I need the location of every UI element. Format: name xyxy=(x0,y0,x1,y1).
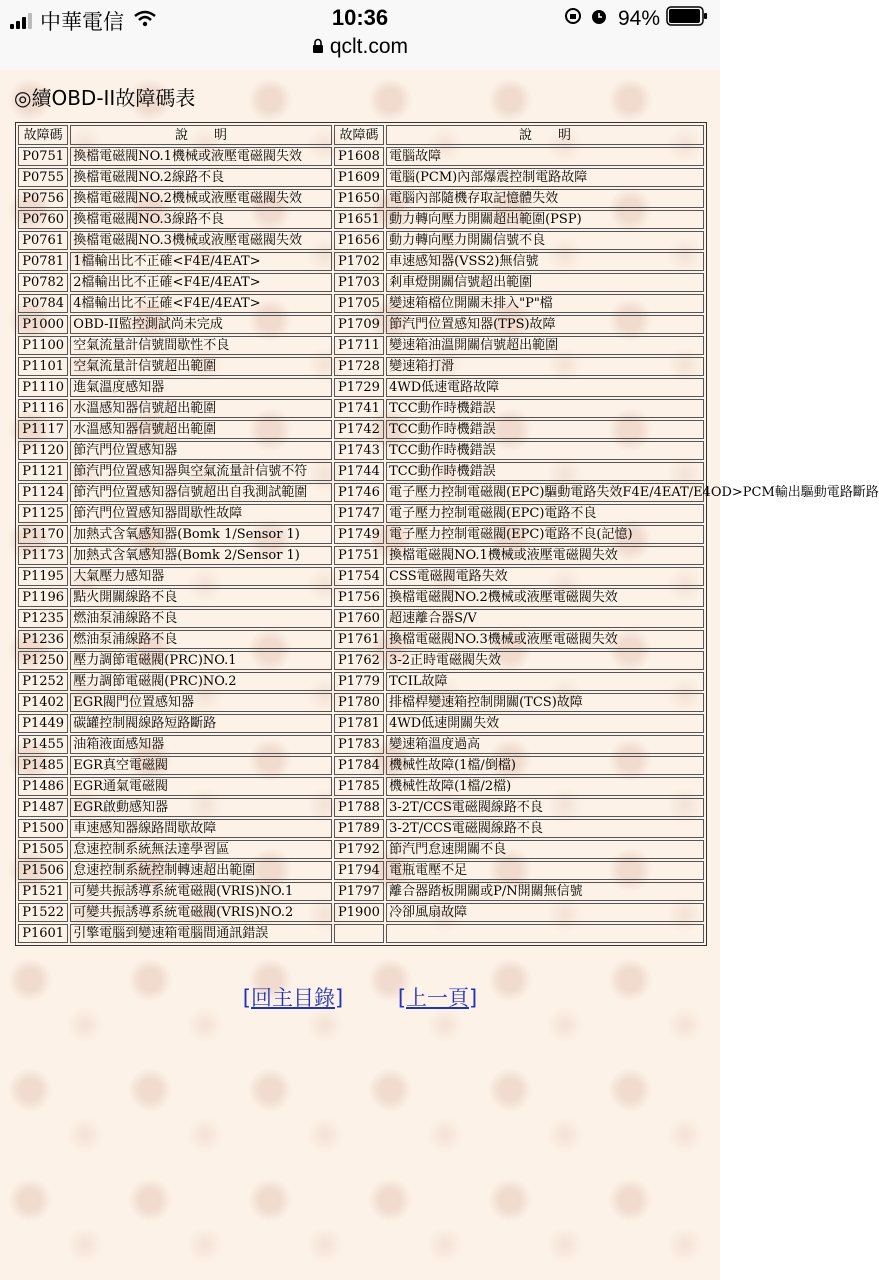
code-cell: P1784 xyxy=(334,756,384,775)
code-cell: P0760 xyxy=(18,210,68,229)
desc-cell: 3-2T/CCS電磁閥線路不良 xyxy=(386,819,704,838)
desc-cell: 4檔輸出比不正確<F4E/4EAT> xyxy=(70,294,332,313)
header-code-1: 故障碼 xyxy=(18,125,68,145)
desc-cell: 節汽門怠速開關不良 xyxy=(386,840,704,859)
code-cell: P1121 xyxy=(18,462,68,481)
code-cell: P1125 xyxy=(18,504,68,523)
code-cell: P1522 xyxy=(18,903,68,922)
header-desc-1: 說 明 xyxy=(70,125,332,145)
code-cell: P1117 xyxy=(18,420,68,439)
code-cell: P1195 xyxy=(18,567,68,586)
desc-cell: 節汽門位置感知器與空氣流量計信號不符 xyxy=(70,462,332,481)
carrier-label: 中華電信 xyxy=(40,11,124,34)
table-row xyxy=(18,399,704,418)
code-cell: P1110 xyxy=(18,378,68,397)
table-row xyxy=(18,315,704,334)
code-cell: P1120 xyxy=(18,441,68,460)
table-header-row xyxy=(18,125,704,145)
desc-cell: EGR閥門位置感知器 xyxy=(70,693,332,712)
desc-cell: 壓力調節電磁閥(PRC)NO.1 xyxy=(70,651,332,670)
desc-cell: 變速箱油溫開關信號超出範圍 xyxy=(386,336,704,355)
desc-cell: 離合器踏板開關或P/N開關無信號 xyxy=(386,882,704,901)
table-row xyxy=(18,546,704,565)
desc-cell: 節汽門位置感知器 xyxy=(70,441,332,460)
desc-cell xyxy=(386,924,704,943)
code-cell: P1761 xyxy=(334,630,384,649)
code-cell: P1709 xyxy=(334,315,384,334)
desc-cell: 怠速控制系統控制轉速超出範圍 xyxy=(70,861,332,880)
table-row xyxy=(18,462,704,481)
page-nav xyxy=(0,982,720,1012)
table-row xyxy=(18,273,704,292)
code-cell: P1402 xyxy=(18,693,68,712)
code-cell: P1455 xyxy=(18,735,68,754)
code-cell: P1751 xyxy=(334,546,384,565)
code-cell: P1788 xyxy=(334,798,384,817)
code-cell: P1703 xyxy=(334,273,384,292)
table-row xyxy=(18,861,704,880)
code-cell: P0755 xyxy=(18,168,68,187)
desc-cell: 水溫感知器信號超出範圍 xyxy=(70,420,332,439)
table-row xyxy=(18,840,704,859)
desc-cell: TCC動作時機錯誤 xyxy=(386,441,704,460)
table-row xyxy=(18,504,704,523)
code-cell: P1789 xyxy=(334,819,384,838)
code-cell: P1762 xyxy=(334,651,384,670)
table-row xyxy=(18,714,704,733)
desc-cell: 換檔電磁閥NO.1機械或液壓電磁閥失效 xyxy=(386,546,704,565)
table-row xyxy=(18,588,704,607)
desc-cell: 大氣壓力感知器 xyxy=(70,567,332,586)
code-cell: P1101 xyxy=(18,357,68,376)
code-cell: P1728 xyxy=(334,357,384,376)
desc-cell: 車速感知器線路間歇故障 xyxy=(70,819,332,838)
code-cell: P1711 xyxy=(334,336,384,355)
code-cell: P1196 xyxy=(18,588,68,607)
code-cell: P1785 xyxy=(334,777,384,796)
code-cell: P1742 xyxy=(334,420,384,439)
table-row xyxy=(18,567,704,586)
obd-code-table xyxy=(15,122,879,946)
desc-cell: 進氣溫度感知器 xyxy=(70,378,332,397)
code-cell: P1235 xyxy=(18,609,68,628)
desc-cell: 換檔電磁閥NO.3機械或液壓電磁閥失效 xyxy=(386,630,704,649)
url-text: qclt.com xyxy=(329,35,409,58)
code-cell: P1100 xyxy=(18,336,68,355)
home-link[interactable]: [回主目錄] xyxy=(242,986,344,1010)
desc-cell: 點火開關線路不良 xyxy=(70,588,332,607)
desc-cell: 3-2T/CCS電磁閥線路不良 xyxy=(386,798,704,817)
code-cell: P1749 xyxy=(334,525,384,544)
desc-cell: 空氣流量計信號超出範圍 xyxy=(70,357,332,376)
desc-cell: 換檔電磁閥NO.3線路不良 xyxy=(70,210,332,229)
table-row xyxy=(18,630,704,649)
battery-label: 94% xyxy=(617,7,660,30)
code-cell: P0782 xyxy=(18,273,68,292)
code-cell: P1702 xyxy=(334,252,384,271)
desc-cell: 剎車燈開關信號超出範圍 xyxy=(386,273,704,292)
desc-cell: 空氣流量計信號間歇性不良 xyxy=(70,336,332,355)
code-cell: P1250 xyxy=(18,651,68,670)
table-row xyxy=(18,882,704,901)
desc-cell: EGR通氣電磁閥 xyxy=(70,777,332,796)
code-cell: P1170 xyxy=(18,525,68,544)
desc-cell: 變速箱溫度過高 xyxy=(386,735,704,754)
table-row xyxy=(18,672,704,691)
code-cell: P1754 xyxy=(334,567,384,586)
desc-cell: TCC動作時機錯誤 xyxy=(386,462,704,481)
code-cell: P1485 xyxy=(18,756,68,775)
status-bar xyxy=(0,0,720,36)
desc-cell: 電子壓力控制電磁閥(EPC)電路不良 xyxy=(386,504,704,523)
desc-cell: 車速感知器(VSS2)無信號 xyxy=(386,252,704,271)
desc-cell: 怠速控制系統無法達學習區 xyxy=(70,840,332,859)
code-cell: P1500 xyxy=(18,819,68,838)
header-code-2: 故障碼 xyxy=(334,125,384,145)
desc-cell: CSS電磁閥電路失效 xyxy=(386,567,704,586)
desc-cell: 可變共振誘導系統電磁閥(VRIS)NO.1 xyxy=(70,882,332,901)
code-cell: P1797 xyxy=(334,882,384,901)
clock: 10:36 xyxy=(331,5,389,30)
desc-cell: 電腦故障 xyxy=(386,147,704,166)
rotation-lock-icon xyxy=(564,7,582,31)
desc-cell: 壓力調節電磁閥(PRC)NO.2 xyxy=(70,672,332,691)
code-cell: P1705 xyxy=(334,294,384,313)
desc-cell: 換檔電磁閥NO.2機械或液壓電磁閥失效 xyxy=(70,189,332,208)
table-row xyxy=(18,168,704,187)
table-row xyxy=(18,210,704,229)
table-row xyxy=(18,252,704,271)
table-row xyxy=(18,378,704,397)
code-cell: P1744 xyxy=(334,462,384,481)
code-cell: P1506 xyxy=(18,861,68,880)
table-row xyxy=(18,777,704,796)
prev-page-link[interactable]: [上一頁] xyxy=(397,986,478,1010)
desc-cell: TCC動作時機錯誤 xyxy=(386,420,704,439)
desc-cell: 1檔輸出比不正確<F4E/4EAT> xyxy=(70,252,332,271)
code-cell: P1487 xyxy=(18,798,68,817)
table-row xyxy=(18,756,704,775)
code-cell: P0756 xyxy=(18,189,68,208)
code-cell: P1173 xyxy=(18,546,68,565)
desc-cell: 電腦(PCM)內部爆震控制電路故障 xyxy=(386,168,704,187)
desc-cell: 換檔電磁閥NO.2線路不良 xyxy=(70,168,332,187)
desc-cell: 變速箱打滑 xyxy=(386,357,704,376)
desc-cell: 換檔電磁閥NO.1機械或液壓電磁閥失效 xyxy=(70,147,332,166)
code-cell: P1000 xyxy=(18,315,68,334)
desc-cell: 節汽門位置感知器(TPS)故障 xyxy=(386,315,704,334)
code-cell: P1780 xyxy=(334,693,384,712)
table-row xyxy=(18,903,704,922)
code-cell: P1747 xyxy=(334,504,384,523)
code-cell: P1236 xyxy=(18,630,68,649)
desc-cell: 冷卻風扇故障 xyxy=(386,903,704,922)
desc-cell: 排檔桿變速箱控制開關(TCS)故障 xyxy=(386,693,704,712)
code-cell: P1756 xyxy=(334,588,384,607)
page-content xyxy=(0,70,879,1280)
code-cell: P1743 xyxy=(334,441,384,460)
desc-cell: 電子壓力控制電磁閥(EPC)驅動電路失效F4E/4EAT/E4OD>PCM輸出驅動電路斷路 xyxy=(386,483,704,502)
battery-icon xyxy=(666,6,708,32)
desc-cell: 2檔輸出比不正確<F4E/4EAT> xyxy=(70,273,332,292)
desc-cell: 加熱式含氧感知器(Bomk 1/Sensor 1) xyxy=(70,525,332,544)
table-row xyxy=(18,336,704,355)
lock-icon xyxy=(312,35,330,58)
table-row xyxy=(18,525,704,544)
code-cell: P1792 xyxy=(334,840,384,859)
code-cell: P1746 xyxy=(334,483,384,502)
desc-cell: 變速箱檔位開關未排入"P"檔 xyxy=(386,294,704,313)
desc-cell: 電子壓力控制電磁閥(EPC)電路不良(記憶) xyxy=(386,525,704,544)
code-cell: P1781 xyxy=(334,714,384,733)
desc-cell: 超速離合器S/V xyxy=(386,609,704,628)
table-row xyxy=(18,798,704,817)
desc-cell: 碳罐控制閥線路短路斷路 xyxy=(70,714,332,733)
table-row xyxy=(18,231,704,250)
desc-cell: 電瓶電壓不足 xyxy=(386,861,704,880)
alarm-icon xyxy=(590,7,608,31)
code-cell: P1656 xyxy=(334,231,384,250)
code-cell: P1601 xyxy=(18,924,68,943)
code-cell: P1124 xyxy=(18,483,68,502)
code-cell: P0784 xyxy=(18,294,68,313)
code-cell: P1609 xyxy=(334,168,384,187)
desc-cell: 電腦內部隨機存取記憶體失效 xyxy=(386,189,704,208)
code-cell: P1252 xyxy=(18,672,68,691)
desc-cell: 動力轉向壓力開關超出範圍(PSP) xyxy=(386,210,704,229)
code-cell: P1900 xyxy=(334,903,384,922)
desc-cell: TCC動作時機錯誤 xyxy=(386,399,704,418)
code-cell: P0761 xyxy=(18,231,68,250)
desc-cell: 燃油泵浦線路不良 xyxy=(70,630,332,649)
desc-cell: 節汽門位置感知器間歇性故障 xyxy=(70,504,332,523)
code-cell: P1779 xyxy=(334,672,384,691)
code-cell: P1794 xyxy=(334,861,384,880)
table-row xyxy=(18,441,704,460)
table-row xyxy=(18,483,704,502)
table-row xyxy=(18,357,704,376)
desc-cell: EGR啟動感知器 xyxy=(70,798,332,817)
table-row xyxy=(18,693,704,712)
desc-cell: TCIL故障 xyxy=(386,672,704,691)
desc-cell: 機械性故障(1檔/倒檔) xyxy=(386,756,704,775)
table-row xyxy=(18,819,704,838)
table-row xyxy=(18,609,704,628)
code-cell: P1760 xyxy=(334,609,384,628)
header-desc-2: 說 明 xyxy=(386,125,704,145)
code-cell xyxy=(334,924,384,943)
desc-cell: 換檔電磁閥NO.2機械或液壓電磁閥失效 xyxy=(386,588,704,607)
url-bar[interactable] xyxy=(0,36,720,70)
desc-cell: 4WD低速開關失效 xyxy=(386,714,704,733)
desc-cell: 3-2正時電磁閥失效 xyxy=(386,651,704,670)
code-cell: P1741 xyxy=(334,399,384,418)
code-cell: P1486 xyxy=(18,777,68,796)
desc-cell: 機械性故障(1檔/2檔) xyxy=(386,777,704,796)
desc-cell: 節汽門位置感知器信號超出自我測試範圍 xyxy=(70,483,332,502)
desc-cell: 油箱液面感知器 xyxy=(70,735,332,754)
desc-cell: 動力轉向壓力開關信號不良 xyxy=(386,231,704,250)
desc-cell: 水溫感知器信號超出範圍 xyxy=(70,399,332,418)
table-row xyxy=(18,735,704,754)
code-cell: P1449 xyxy=(18,714,68,733)
code-cell: P1505 xyxy=(18,840,68,859)
desc-cell: 4WD低速電路故障 xyxy=(386,378,704,397)
desc-cell: 燃油泵浦線路不良 xyxy=(70,609,332,628)
code-cell: P1650 xyxy=(334,189,384,208)
code-cell: P0751 xyxy=(18,147,68,166)
code-cell: P1651 xyxy=(334,210,384,229)
table-row xyxy=(18,924,704,943)
desc-cell: 引擎電腦到變速箱電腦間通訊錯誤 xyxy=(70,924,332,943)
table-row xyxy=(18,147,704,166)
code-cell: P1608 xyxy=(334,147,384,166)
code-cell: P0781 xyxy=(18,252,68,271)
code-cell: P1521 xyxy=(18,882,68,901)
code-cell: P1729 xyxy=(334,378,384,397)
table-row xyxy=(18,420,704,439)
table-row xyxy=(18,294,704,313)
desc-cell: EGR真空電磁閥 xyxy=(70,756,332,775)
desc-cell: 換檔電磁閥NO.3機械或液壓電磁閥失效 xyxy=(70,231,332,250)
desc-cell: 加熱式含氧感知器(Bomk 2/Sensor 1) xyxy=(70,546,332,565)
page-title: ◎續OBD-II故障碼表 xyxy=(14,86,196,110)
desc-cell: OBD-II監控測試尚未完成 xyxy=(70,315,332,334)
table-row xyxy=(18,189,704,208)
desc-cell: 可變共振誘導系統電磁閥(VRIS)NO.2 xyxy=(70,903,332,922)
code-cell: P1783 xyxy=(334,735,384,754)
table-row xyxy=(18,651,704,670)
code-cell: P1116 xyxy=(18,399,68,418)
